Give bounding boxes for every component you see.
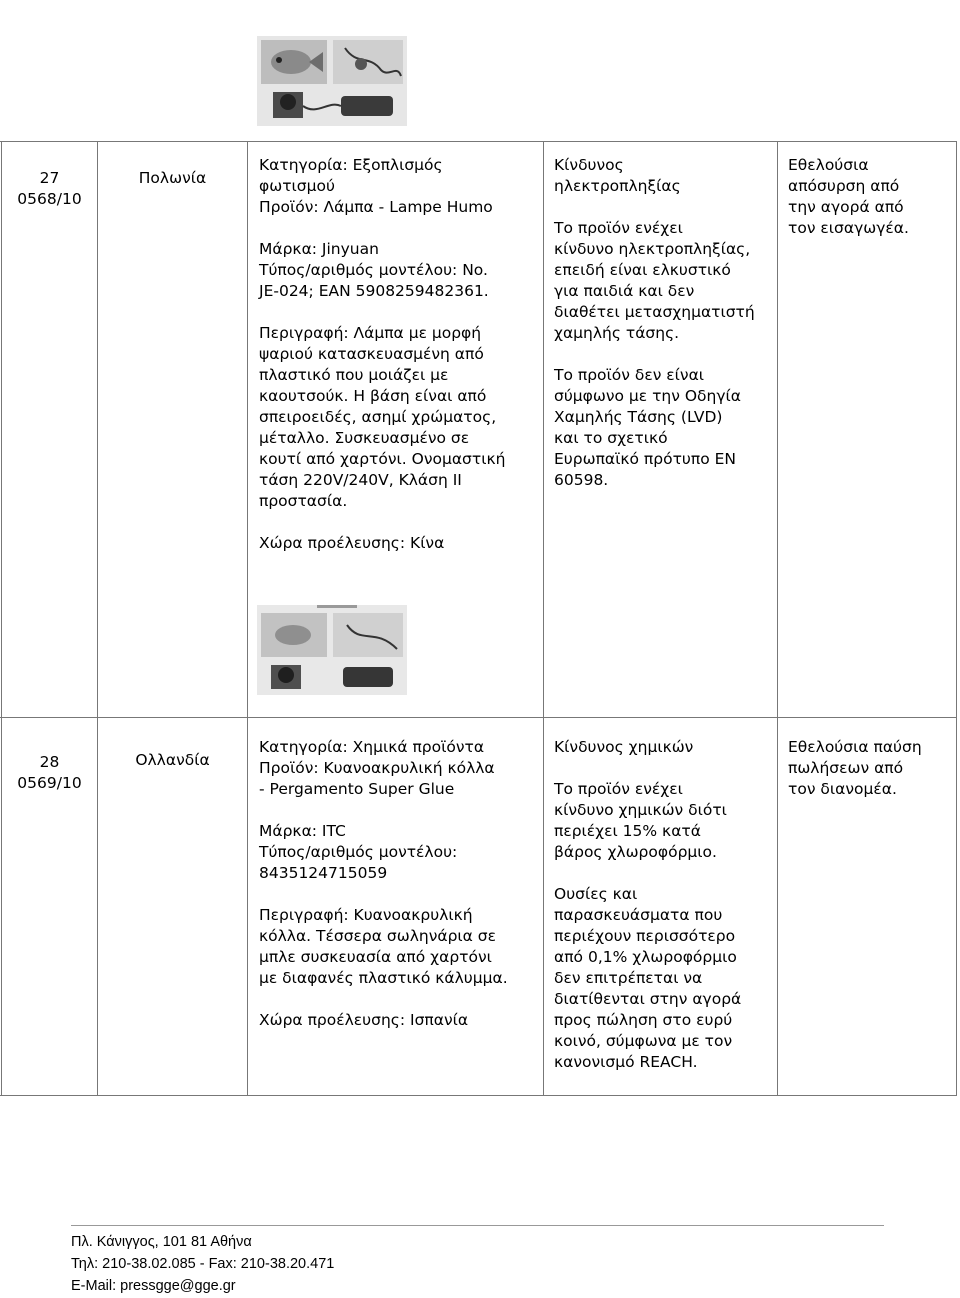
row-28-measures bbox=[788, 737, 956, 800]
text-line: Χώρα προέλευσης: Κίνα bbox=[259, 534, 445, 552]
entry-number: 28 bbox=[39, 753, 60, 771]
text-block bbox=[259, 737, 543, 800]
table-rule bbox=[956, 141, 957, 1096]
text-line: κίνδυνο χημικών διότι bbox=[554, 801, 727, 819]
text-block bbox=[554, 365, 776, 491]
text-line: πωλήσεων από bbox=[788, 759, 904, 777]
entry-number: 27 bbox=[39, 169, 60, 187]
country: Πολωνία bbox=[138, 169, 207, 187]
text-line: σπειροειδές, ασημί χρώματος, bbox=[259, 408, 497, 426]
text-line: προς πώληση στο ευρύ bbox=[554, 1011, 733, 1029]
text-line: από 0,1% χλωροφόρμιο bbox=[554, 948, 737, 966]
text-line: καουτσούκ. Η βάση είναι από bbox=[259, 387, 487, 405]
text-line: με διαφανές πλαστικό κάλυμμα. bbox=[259, 969, 508, 987]
text-line: Κατηγορία: Χημικά προϊόντα bbox=[259, 738, 485, 756]
text-block bbox=[788, 737, 956, 800]
text-line: κανονισμό REACH. bbox=[554, 1053, 698, 1071]
text-block bbox=[554, 155, 776, 197]
text-line: Εθελούσια bbox=[788, 156, 869, 174]
text-line: Κίνδυνος χημικών bbox=[554, 738, 694, 756]
text-line: Εθελούσια παύση bbox=[788, 738, 922, 756]
text-line: Το προϊόν ενέχει bbox=[554, 219, 683, 237]
text-line: JE-024; EAN 5908259482361. bbox=[259, 282, 489, 300]
text-line: - Pergamento Super Glue bbox=[259, 780, 455, 798]
text-line: Κίνδυνος bbox=[554, 156, 624, 174]
text-line: μπλε συσκευασία από χαρτόνι bbox=[259, 948, 492, 966]
footer-address: Πλ. Κάνιγγος, 101 81 Αθήνα bbox=[71, 1234, 252, 1250]
footer-email[interactable]: E-Mail: pressgge@gge.gr bbox=[71, 1278, 236, 1294]
text-line: Χαμηλής Τάσης (LVD) bbox=[554, 408, 723, 426]
country: Ολλανδία bbox=[135, 751, 210, 769]
text-line: και το σχετικό bbox=[554, 429, 668, 447]
text-line: τον διανομέα. bbox=[788, 780, 897, 798]
text-block bbox=[259, 155, 543, 218]
text-line: Προϊόν: Κυανοακρυλική κόλλα bbox=[259, 759, 495, 777]
footer-rule bbox=[71, 1225, 884, 1226]
text-line: Τύπος/αριθμός μοντέλου: bbox=[259, 843, 458, 861]
text-line: Το προϊόν δεν είναι bbox=[554, 366, 705, 384]
text-line: τον εισαγωγέα. bbox=[788, 219, 909, 237]
entry-code: 0568/10 bbox=[17, 190, 82, 208]
product-photo-fish-lamp bbox=[257, 36, 407, 126]
row-28-risk bbox=[554, 737, 776, 1073]
text-block bbox=[259, 1010, 543, 1031]
row-27-measures bbox=[788, 155, 956, 239]
row-27-risk bbox=[554, 155, 776, 491]
table-rule bbox=[0, 717, 957, 718]
text-line: φωτισμού bbox=[259, 177, 335, 195]
table-rule bbox=[1, 141, 2, 1096]
text-line: Ουσίες και bbox=[554, 885, 638, 903]
table-rule bbox=[97, 141, 98, 1096]
text-line: παρασκευάσματα που bbox=[554, 906, 723, 924]
text-line: κίνδυνο ηλεκτροπληξίας, bbox=[554, 240, 751, 258]
row-28-country bbox=[98, 750, 247, 771]
table-rule bbox=[0, 1095, 957, 1096]
text-block bbox=[259, 821, 543, 884]
text-line: Προϊόν: Λάμπα - Lampe Humo bbox=[259, 198, 493, 216]
table-rule bbox=[0, 141, 957, 142]
text-line: μέταλλο. Συσκευασμένο σε bbox=[259, 429, 470, 447]
text-block bbox=[554, 218, 776, 344]
text-line: δεν επιτρέπεται να bbox=[554, 969, 703, 987]
text-line: Τύπος/αριθμός μοντέλου: No. bbox=[259, 261, 488, 279]
product-photo-glue bbox=[257, 605, 407, 695]
text-line: βάρος χλωροφόρμιο. bbox=[554, 843, 717, 861]
text-line: 8435124715059 bbox=[259, 864, 388, 882]
text-block bbox=[259, 533, 543, 554]
text-line: κοινό, σύμφωνα με τον bbox=[554, 1032, 733, 1050]
text-line: περιέχουν περισσότερο bbox=[554, 927, 736, 945]
text-line: την αγορά από bbox=[788, 198, 904, 216]
row-27-id bbox=[2, 168, 97, 210]
text-line: Ευρωπαϊκό πρότυπο ΕΝ bbox=[554, 450, 737, 468]
text-block bbox=[554, 737, 776, 758]
text-line: Κατηγορία: Εξοπλισμός bbox=[259, 156, 443, 174]
text-line: επειδή είναι ελκυστικό bbox=[554, 261, 731, 279]
text-line: διατίθενται στην αγορά bbox=[554, 990, 742, 1008]
text-line: Περιγραφή: Λάμπα με μορφή bbox=[259, 324, 482, 342]
text-line: απόσυρση από bbox=[788, 177, 900, 195]
text-line: Μάρκα: ITC bbox=[259, 822, 346, 840]
row-27-country bbox=[98, 168, 247, 189]
text-line: Περιγραφή: Κυανοακρυλική bbox=[259, 906, 473, 924]
entry-code: 0569/10 bbox=[17, 774, 82, 792]
text-line: περιέχει 15% κατά bbox=[554, 822, 701, 840]
text-line: προστασία. bbox=[259, 492, 348, 510]
table-rule bbox=[777, 141, 778, 1096]
text-line: 60598. bbox=[554, 471, 609, 489]
text-line: Το προϊόν ενέχει bbox=[554, 780, 683, 798]
footer-phone: Τηλ: 210-38.02.085 - Fax: 210-38.20.471 bbox=[71, 1256, 335, 1272]
text-line: κουτί από χαρτόνι. Ονομαστική bbox=[259, 450, 506, 468]
text-line: κόλλα. Τέσσερα σωληνάρια σε bbox=[259, 927, 496, 945]
text-block bbox=[554, 779, 776, 863]
text-line: πλαστικό που μοιάζει με bbox=[259, 366, 449, 384]
row-27-product bbox=[259, 155, 543, 554]
text-block bbox=[259, 323, 543, 512]
text-line: τάση 220V/240V, Κλάση ΙΙ bbox=[259, 471, 462, 489]
row-28-product bbox=[259, 737, 543, 1031]
text-line: Χώρα προέλευσης: Ισπανία bbox=[259, 1011, 469, 1029]
text-line: χαμηλής τάσης. bbox=[554, 324, 680, 342]
text-block bbox=[259, 239, 543, 302]
row-28-id bbox=[2, 752, 97, 794]
text-line: ψαριού κατασκευασμένη από bbox=[259, 345, 484, 363]
text-block bbox=[554, 884, 776, 1073]
text-line: ηλεκτροπληξίας bbox=[554, 177, 681, 195]
text-line: διαθέτει μετασχηματιστή bbox=[554, 303, 755, 321]
table-rule bbox=[247, 141, 248, 1096]
text-block bbox=[788, 155, 956, 239]
text-line: για παιδιά και δεν bbox=[554, 282, 695, 300]
text-line: Μάρκα: Jinyuan bbox=[259, 240, 379, 258]
table-rule bbox=[543, 141, 544, 1096]
text-block bbox=[259, 905, 543, 989]
text-line: σύμφωνο με την Οδηγία bbox=[554, 387, 741, 405]
